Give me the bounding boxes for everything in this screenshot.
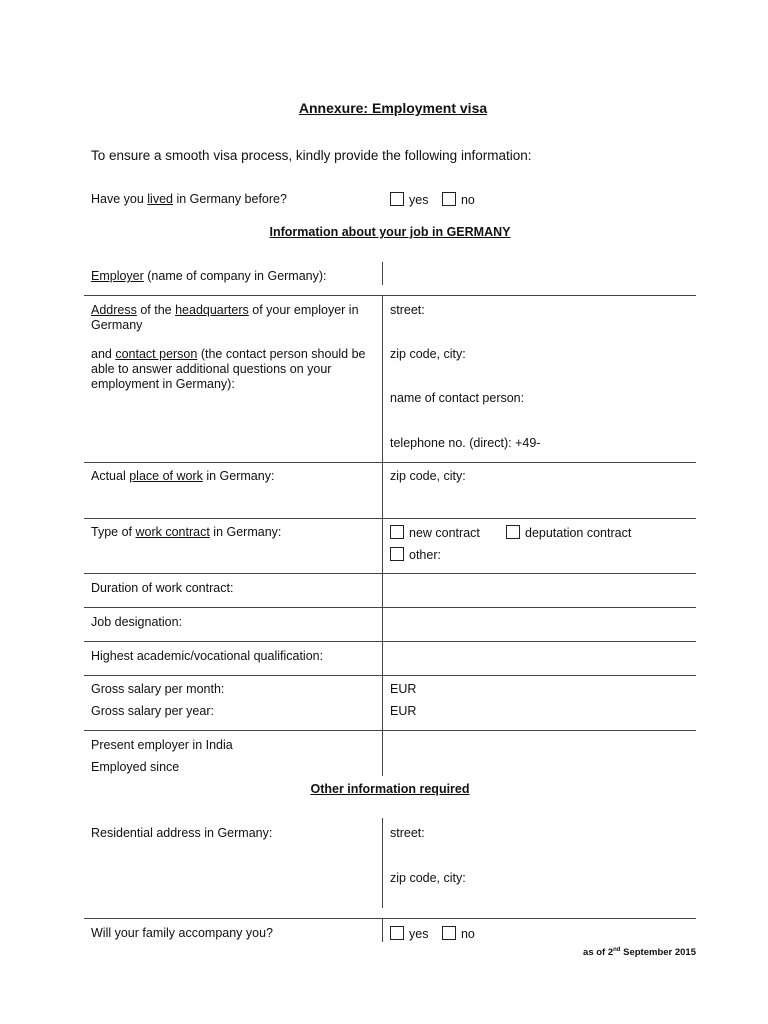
- contract-deputation-option: [506, 525, 631, 540]
- divider: [382, 295, 383, 462]
- family-yes-checkbox[interactable]: [390, 926, 404, 940]
- divider: [382, 607, 383, 641]
- employed-since-label: Employed since: [91, 760, 180, 774]
- contract-new-option: [390, 525, 480, 540]
- contact-person-label: and contact person (the contact person should be able to answer additional questions on your employment in Germany):: [91, 347, 366, 391]
- address-street-field[interactable]: street:: [390, 303, 425, 317]
- divider: [84, 295, 696, 296]
- address-label: Address of the headquarters of your employer in Germany: [91, 303, 359, 332]
- lived-options: [390, 192, 475, 207]
- divider: [382, 675, 383, 730]
- divider: [84, 518, 696, 519]
- divider: [84, 675, 696, 676]
- divider: [84, 641, 696, 642]
- contact-name-field[interactable]: name of contact person:: [390, 391, 525, 405]
- lived-question: Have you lived in Germany before?: [91, 192, 287, 206]
- lived-no-checkbox[interactable]: [442, 192, 456, 206]
- page-title: Annexure: Employment visa: [298, 100, 488, 116]
- family-no-label: no: [460, 927, 475, 941]
- place-of-work-label: Actual place of work in Germany:: [91, 469, 275, 483]
- contract-other-option: [390, 547, 441, 562]
- family-no-checkbox[interactable]: [442, 926, 456, 940]
- qualification-label: Highest academic/vocational qualification:: [91, 649, 324, 663]
- residential-zip-field[interactable]: zip code, city:: [390, 871, 466, 885]
- divider: [84, 573, 696, 574]
- footer-date: as of 2nd September 2015: [583, 947, 696, 959]
- intro-text: To ensure a smooth visa process, kindly provide the following information:: [91, 148, 532, 163]
- section-heading-other: Other information required: [310, 782, 470, 796]
- address-zip-field[interactable]: zip code, city:: [390, 347, 466, 361]
- contract-new-checkbox[interactable]: [390, 525, 404, 539]
- divider: [382, 918, 383, 942]
- divider: [382, 818, 383, 908]
- salary-year-label: Gross salary per year:: [91, 704, 214, 718]
- divider: [382, 462, 383, 518]
- lived-yes-checkbox[interactable]: [390, 192, 404, 206]
- divider: [382, 573, 383, 607]
- family-yes-label: yes: [409, 927, 429, 941]
- divider: [84, 607, 696, 608]
- salary-month-label: Gross salary per month:: [91, 682, 225, 696]
- divider: [84, 462, 696, 463]
- divider: [382, 518, 383, 573]
- contract-other-checkbox[interactable]: [390, 547, 404, 561]
- contact-phone-field[interactable]: telephone no. (direct): +49-: [390, 436, 541, 450]
- family-label: Will your family accompany you?: [91, 926, 274, 940]
- work-contract-label: Type of work contract in Germany:: [91, 525, 282, 539]
- contract-new-label: new contract: [409, 526, 480, 540]
- present-employer-label: Present employer in India: [91, 738, 233, 752]
- lived-no-label: no: [460, 193, 475, 207]
- family-options: [390, 926, 475, 941]
- divider: [382, 262, 383, 285]
- contract-other-label: other:: [409, 548, 441, 562]
- residential-label: Residential address in Germany:: [91, 826, 273, 840]
- divider: [382, 730, 383, 776]
- designation-label: Job designation:: [91, 615, 183, 629]
- residential-street-field[interactable]: street:: [390, 826, 425, 840]
- salary-year-field[interactable]: EUR: [390, 704, 417, 718]
- employer-label: Employer (name of company in Germany):: [91, 269, 327, 283]
- divider: [84, 730, 696, 731]
- lived-yes-label: yes: [409, 193, 429, 207]
- divider: [84, 918, 696, 919]
- contract-deputation-label: deputation contract: [525, 526, 632, 540]
- divider: [382, 641, 383, 675]
- place-zip-field[interactable]: zip code, city:: [390, 469, 466, 483]
- salary-month-field[interactable]: EUR: [390, 682, 417, 696]
- duration-label: Duration of work contract:: [91, 581, 234, 595]
- contract-deputation-checkbox[interactable]: [506, 525, 520, 539]
- section-heading-job: Information about your job in GERMANY: [269, 225, 511, 239]
